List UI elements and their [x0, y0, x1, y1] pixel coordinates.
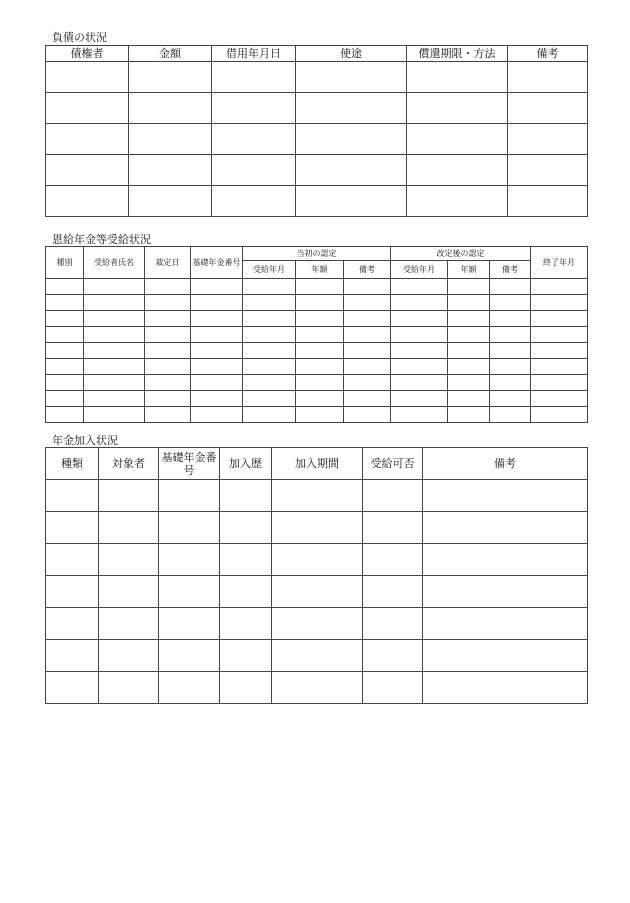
form-cell[interactable]: [407, 62, 508, 93]
form-cell[interactable]: [344, 279, 391, 295]
form-cell[interactable]: [129, 93, 212, 124]
form-cell[interactable]: [272, 640, 363, 672]
form-cell[interactable]: [531, 295, 588, 311]
form-cell[interactable]: [272, 512, 363, 544]
form-cell[interactable]: [46, 62, 129, 93]
form-cell[interactable]: [391, 311, 448, 327]
debts-row: [46, 93, 588, 124]
form-cell[interactable]: [363, 608, 423, 640]
form-cell[interactable]: [344, 327, 391, 343]
form-cell[interactable]: [46, 155, 129, 186]
form-cell[interactable]: [531, 327, 588, 343]
pension-enrollment-rows: [46, 480, 588, 704]
form-cell[interactable]: [191, 295, 243, 311]
pension-benefits-row: [46, 279, 588, 295]
form-cell[interactable]: [191, 407, 243, 423]
form-cell[interactable]: [243, 295, 296, 311]
form-cell[interactable]: [84, 407, 145, 423]
form-cell[interactable]: [407, 186, 508, 217]
form-cell[interactable]: [99, 544, 159, 576]
form-cell[interactable]: [448, 407, 490, 423]
form-cell[interactable]: [344, 311, 391, 327]
form-cell[interactable]: [448, 327, 490, 343]
form-cell[interactable]: [243, 359, 296, 375]
form-cell[interactable]: [145, 391, 191, 407]
debts-row: [46, 186, 588, 217]
form-cell[interactable]: [84, 343, 145, 359]
form-cell[interactable]: [145, 311, 191, 327]
form-cell[interactable]: [391, 279, 448, 295]
form-cell[interactable]: [212, 124, 296, 155]
pension-benefits-row: [46, 343, 588, 359]
form-cell[interactable]: [448, 279, 490, 295]
form-cell[interactable]: [296, 375, 344, 391]
form-cell[interactable]: [296, 62, 407, 93]
form-cell[interactable]: [407, 124, 508, 155]
form-cell[interactable]: [84, 359, 145, 375]
form-cell[interactable]: [212, 62, 296, 93]
form-cell[interactable]: [129, 155, 212, 186]
form-cell[interactable]: [531, 343, 588, 359]
form-cell[interactable]: [243, 311, 296, 327]
form-cell[interactable]: [296, 327, 344, 343]
pension-enrollment-row: [46, 512, 588, 544]
form-cell[interactable]: [448, 391, 490, 407]
form-cell[interactable]: [99, 576, 159, 608]
form-cell[interactable]: [423, 544, 588, 576]
form-cell[interactable]: [243, 327, 296, 343]
form-cell[interactable]: [212, 155, 296, 186]
form-cell[interactable]: [296, 186, 407, 217]
pb-header-initial-amount: 年額: [296, 261, 344, 279]
pb-header-end-month: 終了年月: [531, 247, 588, 279]
pension-benefits-row: [46, 407, 588, 423]
form-cell[interactable]: [448, 343, 490, 359]
form-cell[interactable]: [159, 608, 220, 640]
form-cell[interactable]: [191, 343, 243, 359]
form-cell[interactable]: [220, 576, 272, 608]
form-cell[interactable]: [46, 544, 99, 576]
form-cell[interactable]: [448, 359, 490, 375]
form-cell[interactable]: [344, 295, 391, 311]
pension-benefits-row: [46, 391, 588, 407]
debts-header-purpose: 使途: [296, 46, 407, 62]
form-cell[interactable]: [84, 327, 145, 343]
form-cell[interactable]: [46, 672, 99, 704]
form-cell[interactable]: [145, 359, 191, 375]
form-cell[interactable]: [243, 407, 296, 423]
form-cell[interactable]: [508, 93, 588, 124]
form-cell[interactable]: [46, 640, 99, 672]
form-cell[interactable]: [212, 93, 296, 124]
form-cell[interactable]: [531, 407, 588, 423]
form-cell[interactable]: [220, 640, 272, 672]
pe-header-basic-number: 基礎年金番号: [159, 448, 220, 480]
form-cell[interactable]: [129, 124, 212, 155]
form-cell[interactable]: [531, 391, 588, 407]
form-cell[interactable]: [448, 295, 490, 311]
form-cell[interactable]: [159, 544, 220, 576]
form-cell[interactable]: [272, 480, 363, 512]
form-cell[interactable]: [272, 672, 363, 704]
form-cell[interactable]: [243, 343, 296, 359]
form-cell[interactable]: [99, 672, 159, 704]
form-cell[interactable]: [145, 327, 191, 343]
form-cell[interactable]: [508, 124, 588, 155]
pe-header-kind: 種類: [46, 448, 99, 480]
pe-header-eligibility: 受給可否: [363, 448, 423, 480]
form-cell[interactable]: [243, 391, 296, 407]
form-cell[interactable]: [531, 311, 588, 327]
form-cell[interactable]: [46, 576, 99, 608]
form-cell[interactable]: [344, 375, 391, 391]
form-cell[interactable]: [145, 375, 191, 391]
form-cell[interactable]: [46, 512, 99, 544]
pb-header-revised-amount: 年額: [448, 261, 490, 279]
form-cell[interactable]: [46, 93, 129, 124]
pb-header-type: 種別: [46, 247, 84, 279]
form-cell[interactable]: [191, 359, 243, 375]
form-cell[interactable]: [508, 155, 588, 186]
form-cell[interactable]: [84, 279, 145, 295]
pe-header-target: 対象者: [99, 448, 159, 480]
form-cell[interactable]: [84, 375, 145, 391]
form-cell[interactable]: [46, 608, 99, 640]
pension-enrollment-row: [46, 480, 588, 512]
form-cell[interactable]: [531, 359, 588, 375]
form-cell[interactable]: [407, 155, 508, 186]
pension-enrollment-table: [45, 447, 588, 704]
pension-benefits-row: [46, 327, 588, 343]
form-cell[interactable]: [296, 279, 344, 295]
form-cell[interactable]: [296, 391, 344, 407]
form-cell[interactable]: [391, 327, 448, 343]
form-cell[interactable]: [490, 279, 531, 295]
form-cell[interactable]: [191, 391, 243, 407]
form-cell[interactable]: [490, 375, 531, 391]
pb-header-decision-date: 裁定日: [145, 247, 191, 279]
form-cell[interactable]: [191, 327, 243, 343]
form-cell[interactable]: [212, 186, 296, 217]
form-cell[interactable]: [423, 672, 588, 704]
form-cell[interactable]: [423, 640, 588, 672]
pe-header-period: 加入期間: [272, 448, 363, 480]
form-cell[interactable]: [46, 279, 84, 295]
form-cell[interactable]: [508, 62, 588, 93]
form-cell[interactable]: [363, 480, 423, 512]
form-cell[interactable]: [296, 343, 344, 359]
pension-enrollment-header-row: [46, 448, 588, 480]
form-cell[interactable]: [243, 279, 296, 295]
pension-benefits-header-row-1: [46, 247, 588, 261]
pension-enrollment-row: [46, 576, 588, 608]
form-cell[interactable]: [363, 640, 423, 672]
form-cell[interactable]: [490, 295, 531, 311]
debts-row: [46, 155, 588, 186]
form-cell[interactable]: [220, 480, 272, 512]
form-cell[interactable]: [423, 512, 588, 544]
form-cell[interactable]: [423, 608, 588, 640]
form-cell[interactable]: [220, 544, 272, 576]
debts-header-amount: 金額: [129, 46, 212, 62]
form-cell[interactable]: [272, 608, 363, 640]
form-cell[interactable]: [296, 124, 407, 155]
pb-header-initial-group: 当初の認定: [243, 247, 391, 261]
debts-title: 負債の状況: [52, 31, 107, 44]
form-cell[interactable]: [84, 311, 145, 327]
form-cell[interactable]: [145, 343, 191, 359]
debts-header-repayment: 償還期限・方法: [407, 46, 508, 62]
form-cell[interactable]: [46, 391, 84, 407]
form-cell[interactable]: [344, 391, 391, 407]
debts-row: [46, 124, 588, 155]
pb-header-basic-number: 基礎年金番号: [191, 247, 243, 279]
pension-benefits-row: [46, 359, 588, 375]
pension-benefits-rows: [46, 279, 588, 423]
pb-header-initial-note: 備考: [344, 261, 391, 279]
form-cell[interactable]: [46, 375, 84, 391]
form-cell[interactable]: [99, 640, 159, 672]
form-cell[interactable]: [99, 480, 159, 512]
pb-header-revised-start: 受給年月: [391, 261, 448, 279]
pe-header-history: 加入歴: [220, 448, 272, 480]
form-cell[interactable]: [46, 359, 84, 375]
pension-enrollment-row: [46, 608, 588, 640]
form-cell[interactable]: [46, 186, 129, 217]
debts-header-borrow-date: 借用年月日: [212, 46, 296, 62]
debts-header-creditor: 債権者: [46, 46, 129, 62]
form-cell[interactable]: [145, 295, 191, 311]
form-cell[interactable]: [296, 359, 344, 375]
form-cell[interactable]: [490, 407, 531, 423]
form-cell[interactable]: [490, 391, 531, 407]
pension-benefits-row: [46, 295, 588, 311]
form-cell[interactable]: [159, 512, 220, 544]
debts-row: [46, 62, 588, 93]
form-cell[interactable]: [344, 407, 391, 423]
pb-header-revised-group: 改定後の認定: [391, 247, 531, 261]
form-cell[interactable]: [220, 672, 272, 704]
form-cell[interactable]: [363, 672, 423, 704]
form-cell[interactable]: [46, 311, 84, 327]
form-cell[interactable]: [129, 186, 212, 217]
form-cell[interactable]: [159, 672, 220, 704]
pension-enrollment-row: [46, 640, 588, 672]
form-cell[interactable]: [99, 608, 159, 640]
form-cell[interactable]: [508, 186, 588, 217]
form-cell[interactable]: [145, 407, 191, 423]
form-cell[interactable]: [191, 311, 243, 327]
form-cell[interactable]: [391, 343, 448, 359]
form-cell[interactable]: [46, 343, 84, 359]
form-cell[interactable]: [423, 576, 588, 608]
form-cell[interactable]: [272, 544, 363, 576]
pb-header-revised-note: 備考: [490, 261, 531, 279]
form-cell[interactable]: [391, 295, 448, 311]
form-cell[interactable]: [490, 359, 531, 375]
form-cell[interactable]: [46, 124, 129, 155]
form-cell[interactable]: [363, 512, 423, 544]
form-cell[interactable]: [363, 544, 423, 576]
pension-enrollment-row: [46, 544, 588, 576]
form-cell[interactable]: [46, 327, 84, 343]
form-cell[interactable]: [344, 359, 391, 375]
form-cell[interactable]: [296, 295, 344, 311]
debts-table: [45, 45, 588, 217]
form-cell[interactable]: [490, 311, 531, 327]
form-cell[interactable]: [220, 608, 272, 640]
pension-enrollment-row: [46, 672, 588, 704]
pb-header-recipient: 受給者氏名: [84, 247, 145, 279]
form-cell[interactable]: [531, 279, 588, 295]
debts-header-notes: 備考: [508, 46, 588, 62]
form-cell[interactable]: [391, 359, 448, 375]
form-cell[interactable]: [363, 576, 423, 608]
form-cell[interactable]: [220, 512, 272, 544]
form-cell[interactable]: [296, 155, 407, 186]
form-cell[interactable]: [448, 311, 490, 327]
form-cell[interactable]: [531, 375, 588, 391]
form-cell[interactable]: [296, 311, 344, 327]
pension-benefits-table: [45, 246, 588, 423]
form-cell[interactable]: [159, 480, 220, 512]
form-cell[interactable]: [191, 375, 243, 391]
form-cell[interactable]: [448, 375, 490, 391]
form-cell[interactable]: [84, 391, 145, 407]
form-cell[interactable]: [129, 62, 212, 93]
form-cell[interactable]: [391, 375, 448, 391]
form-cell[interactable]: [99, 512, 159, 544]
form-cell[interactable]: [145, 279, 191, 295]
pb-header-initial-start: 受給年月: [243, 261, 296, 279]
form-cell[interactable]: [272, 576, 363, 608]
form-cell[interactable]: [490, 327, 531, 343]
form-cell[interactable]: [407, 93, 508, 124]
form-cell[interactable]: [423, 480, 588, 512]
pension-benefits-row: [46, 375, 588, 391]
form-cell[interactable]: [46, 480, 99, 512]
form-cell[interactable]: [159, 576, 220, 608]
form-cell[interactable]: [243, 375, 296, 391]
form-cell[interactable]: [490, 343, 531, 359]
pe-header-notes: 備考: [423, 448, 588, 480]
debts-header-row: [46, 46, 588, 62]
pension-enrollment-title: 年金加入状況: [52, 434, 118, 447]
form-cell[interactable]: [296, 93, 407, 124]
form-cell[interactable]: [46, 407, 84, 423]
pension-benefits-row: [46, 311, 588, 327]
form-cell[interactable]: [191, 279, 243, 295]
form-cell[interactable]: [159, 640, 220, 672]
form-cell[interactable]: [84, 295, 145, 311]
debts-rows: [46, 62, 588, 217]
form-cell[interactable]: [296, 407, 344, 423]
form-cell[interactable]: [344, 343, 391, 359]
pension-benefits-title: 恩給年金等受給状況: [52, 233, 151, 246]
form-cell[interactable]: [46, 295, 84, 311]
form-cell[interactable]: [391, 407, 448, 423]
form-cell[interactable]: [391, 391, 448, 407]
